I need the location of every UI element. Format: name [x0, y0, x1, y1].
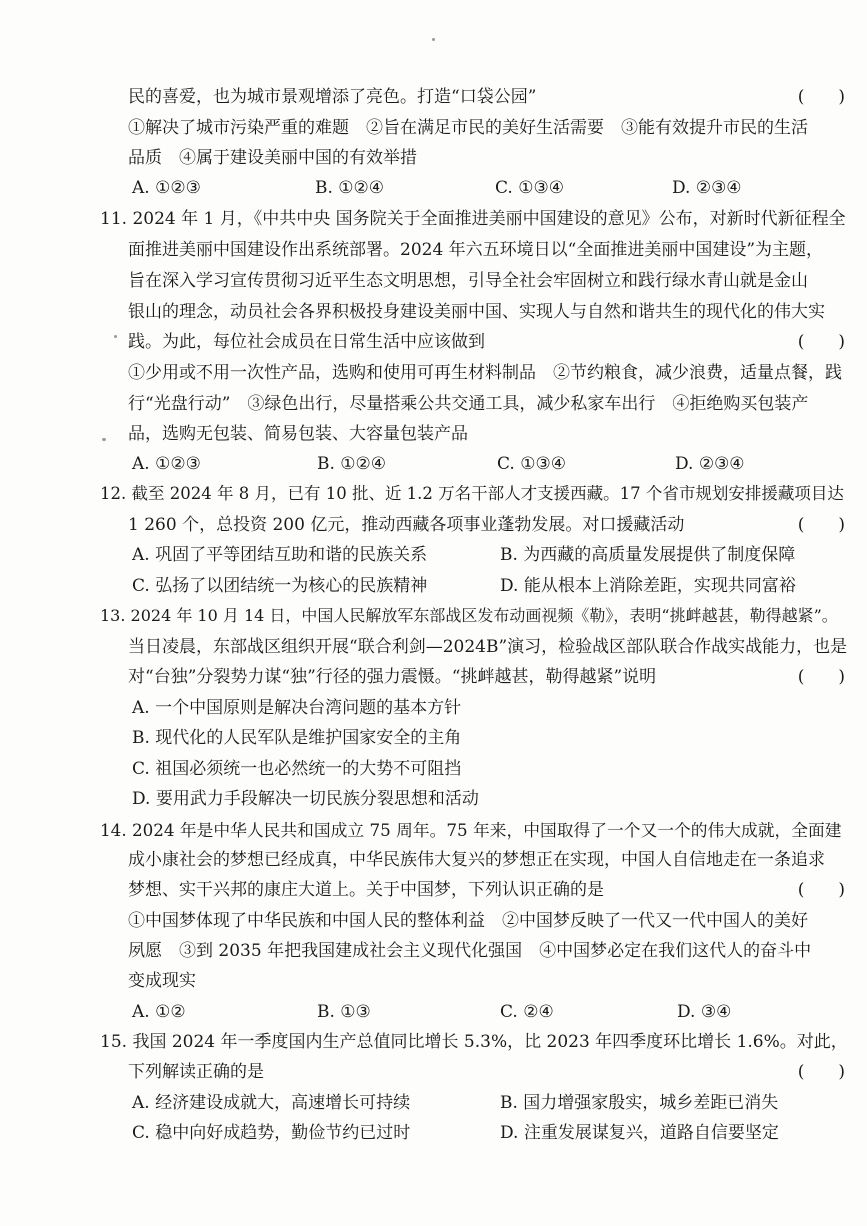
- q10-option-b: B. ①②④: [315, 178, 385, 198]
- q11-stem-line3: 旨在深入学习宣传贯彻习近平生态文明思想，引导全社会牢固树立和践行绿水青山就是金山: [128, 271, 808, 291]
- q14-option-d: D. ③④: [677, 1002, 732, 1022]
- q14-option-a: A. ①②: [132, 1002, 186, 1022]
- q14-stem-line3: 梦想、实干兴邦的康庄大道上。关于中国梦，下列认识正确的是: [128, 880, 604, 900]
- q10-items-line2: 品质 ④属于建设美丽中国的有效举措: [128, 148, 417, 168]
- q14-items-line3: 变成现实: [128, 971, 196, 991]
- q12-stem-line1: 12. 截至 2024 年 8 月，已有 10 批、近 1.2 万名干部人才支援西藏。17 个省市规划安排援藏项目达: [100, 484, 844, 503]
- q12-option-d: D. 能从根本上消除差距，实现共同富裕: [500, 576, 796, 596]
- q12-option-a: A. 巩固了平等团结互助和谐的民族关系: [132, 545, 428, 565]
- q11-stem-line4: 银山的理念，动员社会各界积极投身建设美丽中国、实现人与自然和谐共生的现代化的伟大实: [128, 302, 825, 322]
- q14-option-c: C. ②④: [500, 1002, 554, 1022]
- q13-stem-line3: 对“台独”分裂势力谋“独”行径的强力震慑。“挑衅越甚，勒得越紧”说明: [128, 667, 657, 687]
- q14-items-line2: 夙愿 ③到 2035 年把我国建成社会主义现代化强国 ④中国梦必定在我们这代人的奋斗中: [128, 941, 812, 961]
- q13-option-d: D. 要用武力手段解决一切民族分裂思想和活动: [132, 789, 479, 809]
- q12-stem-line2: 1 260 个，总投资 200 亿元，推动西藏各项事业蓬勃发展。对口援藏活动: [128, 515, 685, 535]
- q11-stem-line5: 践。为此，每位社会成员在日常生活中应该做到: [128, 332, 485, 352]
- q13-stem-line2: 当日凌晨，东部战区组织开展“联合利剑—2024B”演习，检验战区部队联合作战实战能力，也是: [128, 637, 848, 657]
- q13-option-b: B. 现代化的人民军队是维护国家安全的主角: [132, 728, 462, 748]
- q12-option-b: B. 为西藏的高质量发展提供了制度保障: [500, 545, 796, 565]
- q15-option-d: D. 注重发展谋复兴，道路自信要坚定: [500, 1123, 779, 1143]
- q11-option-a: A. ①②③: [132, 454, 201, 474]
- q14-stem-line1: 14. 2024 年是中华人民共和国成立 75 周年。75 年来，中国取得了一个又一个的伟大成就，全面建: [100, 820, 842, 840]
- scan-speck: [114, 335, 117, 338]
- q15-option-b: B. 国力增强家殷实，城乡差距已消失: [500, 1093, 779, 1113]
- q11-option-c: C. ①③④: [497, 454, 566, 474]
- q11-option-d: D. ②③④: [675, 454, 745, 474]
- q13-answer-paren: ( ): [797, 667, 845, 687]
- q11-items-line1: ①少用或不用一次性产品，选购和使用可再生材料制品 ②节约粮食，减少浪费，适量点餐，践: [128, 363, 842, 383]
- q11-stem-line2: 面推进美丽中国建设作出系统部署。2024 年六五环境日以“全面推进美丽中国建设”为主题，: [128, 240, 824, 260]
- scan-speck: [432, 38, 435, 41]
- q11-answer-paren: ( ): [797, 332, 845, 352]
- q10-items-line1: ①解决了城市污染严重的难题 ②旨在满足市民的美好生活需要 ③能有效提升市民的生活: [128, 118, 808, 138]
- q10-stem: 民的喜爱，也为城市景观增添了亮色。打造“口袋公园”: [128, 87, 537, 107]
- q10-option-a: A. ①②③: [132, 178, 201, 198]
- q13-option-a: A. 一个中国原则是解决台湾问题的基本方针: [132, 698, 462, 718]
- q11-items-line2: 行“光盘行动” ③绿色出行，尽量搭乘公共交通工具，减少私家车出行 ④拒绝购买包装产: [128, 394, 809, 414]
- q15-stem-line1: 15. 我国 2024 年一季度国内生产总值同比增长 5.3%，比 2023 年四季度环比增长 1.6%。对此，: [100, 1032, 848, 1052]
- q12-option-c: C. 弘扬了以团结统一为核心的民族精神: [132, 576, 428, 596]
- q15-option-a: A. 经济建设成就大，高速增长可持续: [132, 1093, 411, 1113]
- q10-option-d: D. ②③④: [672, 178, 742, 198]
- scan-speck: [102, 438, 106, 441]
- q14-answer-paren: ( ): [797, 880, 845, 900]
- q15-answer-paren: ( ): [797, 1062, 845, 1082]
- q15-option-c: C. 稳中向好成趋势，勤俭节约已过时: [132, 1123, 411, 1143]
- q13-option-c: C. 祖国必须统一也必然统一的大势不可阻挡: [132, 759, 462, 779]
- q10-option-c: C. ①③④: [495, 178, 564, 198]
- q12-answer-paren: ( ): [797, 515, 845, 535]
- q13-stem-line1: 13. 2024 年 10 月 14 日，中国人民解放军东部战区发布动画视频《勒》，表明“挑衅越甚，勒得越紧”。: [100, 606, 838, 625]
- q11-stem-line1: 11. 2024 年 1 月，《中共中央 国务院关于全面推进美丽中国建设的意见》公布，对新时代新征程全: [100, 209, 846, 229]
- q15-stem-line2: 下列解读正确的是: [128, 1062, 264, 1082]
- q14-stem-line2: 成小康社会的梦想已经成真，中华民族伟大复兴的梦想正在实现，中国人自信地走在一条追求: [128, 850, 825, 870]
- q14-items-line1: ①中国梦体现了中华民族和中国人民的整体利益 ②中国梦反映了一代又一代中国人的美好: [128, 911, 808, 931]
- q14-option-b: B. ①③: [317, 1002, 371, 1022]
- q10-answer-paren: ( ): [797, 87, 845, 107]
- q11-option-b: B. ①②④: [317, 454, 387, 474]
- q11-items-line3: 品，选购无包装、简易包装、大容量包装产品: [128, 424, 468, 444]
